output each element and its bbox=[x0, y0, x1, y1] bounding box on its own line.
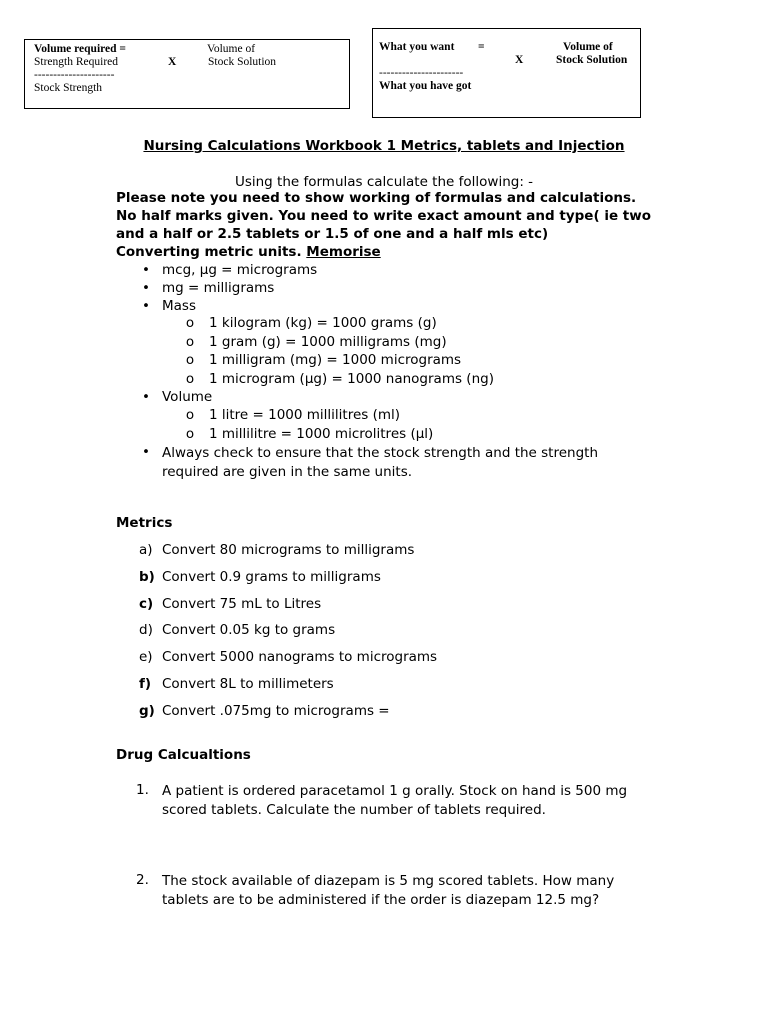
page-title: Nursing Calculations Workbook 1 Metrics, tablets and Injection bbox=[143, 138, 625, 154]
formula-multiply: X bbox=[168, 56, 177, 68]
sub-bullet-icon: o bbox=[185, 315, 195, 331]
formula-divider: ---------------------- bbox=[379, 67, 464, 79]
sub-bullet-icon: o bbox=[185, 407, 195, 423]
instructions-note: Please note you need to show working of formulas and calculations. No half marks given. You need to write exact amount and type( ie two and a half or 2.5 tablets or 1.5 of one and a half mls etc) bbox=[116, 190, 651, 242]
item-text: Convert 0.05 kg to grams bbox=[162, 622, 336, 638]
question-text: The stock available of diazepam is 5 mg scored tablets. How many tablets are to be administered if the order is diazepam 12.5 mg? bbox=[162, 873, 615, 908]
formula-multiply: X bbox=[515, 54, 524, 66]
formula-want-label: What you want bbox=[379, 41, 455, 53]
bullet-icon: • bbox=[142, 262, 150, 278]
bullet-icon: • bbox=[142, 280, 150, 296]
sub-bullet-icon: o bbox=[185, 426, 195, 442]
formula-numerator-sub: Strength Required bbox=[34, 56, 118, 68]
formula-stock-solution: Stock Solution bbox=[208, 56, 277, 68]
item-marker: g) bbox=[139, 703, 155, 719]
sub-bullet-icon: o bbox=[185, 352, 195, 368]
bullet-icon: • bbox=[142, 444, 150, 460]
formula-denominator: Stock Strength bbox=[34, 82, 103, 94]
item-text: Convert 5000 nanograms to micrograms bbox=[162, 649, 438, 665]
formula-have-label: What you have got bbox=[379, 80, 472, 92]
bullet-icon: • bbox=[142, 298, 150, 314]
converting-heading-text: Converting metric units. bbox=[116, 244, 302, 260]
formula-numerator-label: Volume required = bbox=[34, 43, 126, 55]
sub-bullet-icon: o bbox=[185, 334, 195, 350]
item-text: Convert .075mg to micrograms = bbox=[162, 703, 390, 719]
item-marker: b) bbox=[139, 569, 155, 585]
formula-volume-of: Volume of bbox=[207, 43, 256, 55]
item-text: Convert 80 micrograms to milligrams bbox=[162, 542, 415, 558]
item-text: Convert 0.9 grams to milligrams bbox=[162, 569, 381, 585]
formula-stock-solution: Stock Solution bbox=[556, 54, 628, 66]
item-text: Convert 75 mL to Litres bbox=[162, 596, 322, 612]
formula-volume-of: Volume of bbox=[563, 41, 613, 53]
list-item-text: Always check to ensure that the stock strength and the strength required are given in the same units. bbox=[162, 445, 598, 480]
formula-divider: --------------------- bbox=[34, 69, 115, 81]
drug-heading: Drug Calcualtions bbox=[116, 747, 251, 763]
item-marker: e) bbox=[139, 649, 153, 665]
question-marker: 1. bbox=[136, 782, 149, 798]
formula-equals: = bbox=[478, 41, 485, 53]
question-text: A patient is ordered paracetamol 1 g orally. Stock on hand is 500 mg scored tablets. Calculate the number of tablets required. bbox=[162, 783, 628, 818]
memorise-label: Memorise bbox=[306, 244, 381, 260]
item-marker: f) bbox=[139, 676, 152, 692]
item-text: Convert 8L to millimeters bbox=[162, 676, 334, 692]
sub-bullet-icon: o bbox=[185, 371, 195, 387]
intro-text: Using the formulas calculate the following: - bbox=[234, 174, 534, 190]
item-marker: d) bbox=[139, 622, 153, 638]
question-marker: 2. bbox=[136, 872, 149, 888]
item-marker: c) bbox=[139, 596, 154, 612]
bullet-icon: • bbox=[142, 389, 150, 405]
formula-box-right bbox=[372, 28, 641, 118]
formula-box-left bbox=[24, 39, 350, 109]
converting-heading bbox=[116, 244, 381, 260]
item-marker: a) bbox=[139, 542, 153, 558]
metrics-heading: Metrics bbox=[116, 515, 173, 531]
